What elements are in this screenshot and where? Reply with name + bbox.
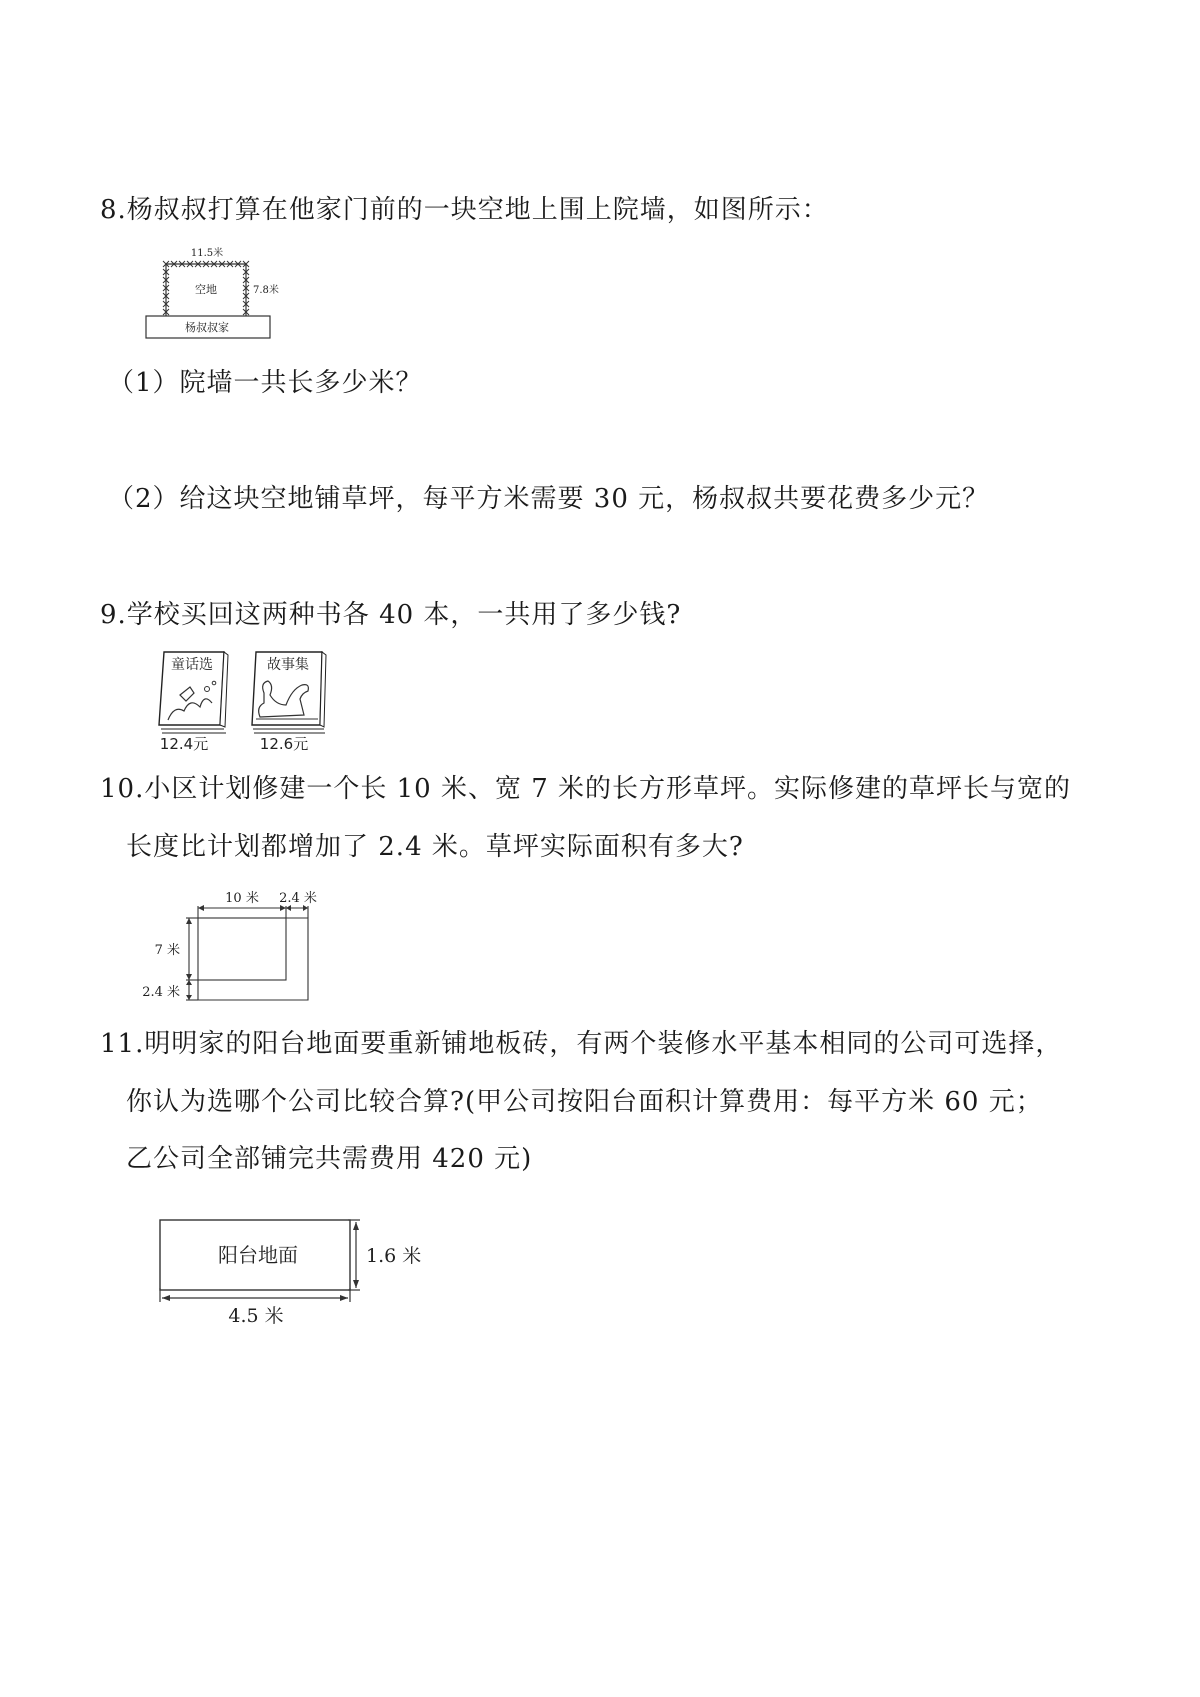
q10-ext-width-label: 2.4 米 [142,985,180,1000]
q8-sub2: （2）给这块空地铺草坪，每平方米需要 30 元，杨叔叔共要花费多少元？ [108,484,990,514]
q10-ext-length-label: 2.4 米 [279,891,317,906]
q11-stem-line1: 11.明明家的阳台地面要重新铺地板砖，有两个装修水平基本相同的公司可选择， [100,1029,1063,1059]
q11-stem-line2: 你认为选哪个公司比较合算?(甲公司按阳台面积计算费用：每平方米 60 元； [126,1087,1043,1117]
q10-stem-line1: 10.小区计划修建一个长 10 米、宽 7 米的长方形草坪。实际修建的草坪长与宽的 [100,774,1072,804]
book2-title: 故事集 [267,657,309,673]
q11-height-label: 1.6 米 [366,1245,422,1267]
q8-sub1: （1）院墙一共长多少米？ [108,368,423,398]
q11-floor-label: 阳台地面 [218,1243,298,1267]
q8-stem: 8.杨叔叔打算在他家门前的一块空地上围上院墙，如图所示： [100,195,829,225]
book-fairy-tales [159,652,228,733]
q11-figure [160,1220,440,1330]
q8-house-label: 杨叔叔家 [185,321,229,334]
q10-length-label: 10 米 [225,891,259,906]
q11-width-label: 4.5 米 [228,1305,284,1327]
q8-field-label: 空地 [195,283,217,296]
q10-stem-line2: 长度比计划都增加了 2.4 米。草坪实际面积有多大? [126,832,744,862]
q10-figure [140,888,340,1008]
book2-price: 12.6元 [259,735,309,753]
q11-stem-line3: 乙公司全部铺完共需费用 420 元) [126,1144,533,1174]
book1-price: 12.4元 [159,735,209,753]
q8-top-length: 11.5米 [190,248,224,259]
q9-stem: 9.学校买回这两种书各 40 本，一共用了多少钱? [100,600,682,630]
q9-figure [152,645,352,755]
q10-width-label: 7 米 [154,943,180,958]
book1-title: 童话选 [171,657,213,673]
q8-figure [145,242,295,342]
book-story-collection [252,652,326,733]
q8-side-length: 7.8米 [253,285,279,296]
